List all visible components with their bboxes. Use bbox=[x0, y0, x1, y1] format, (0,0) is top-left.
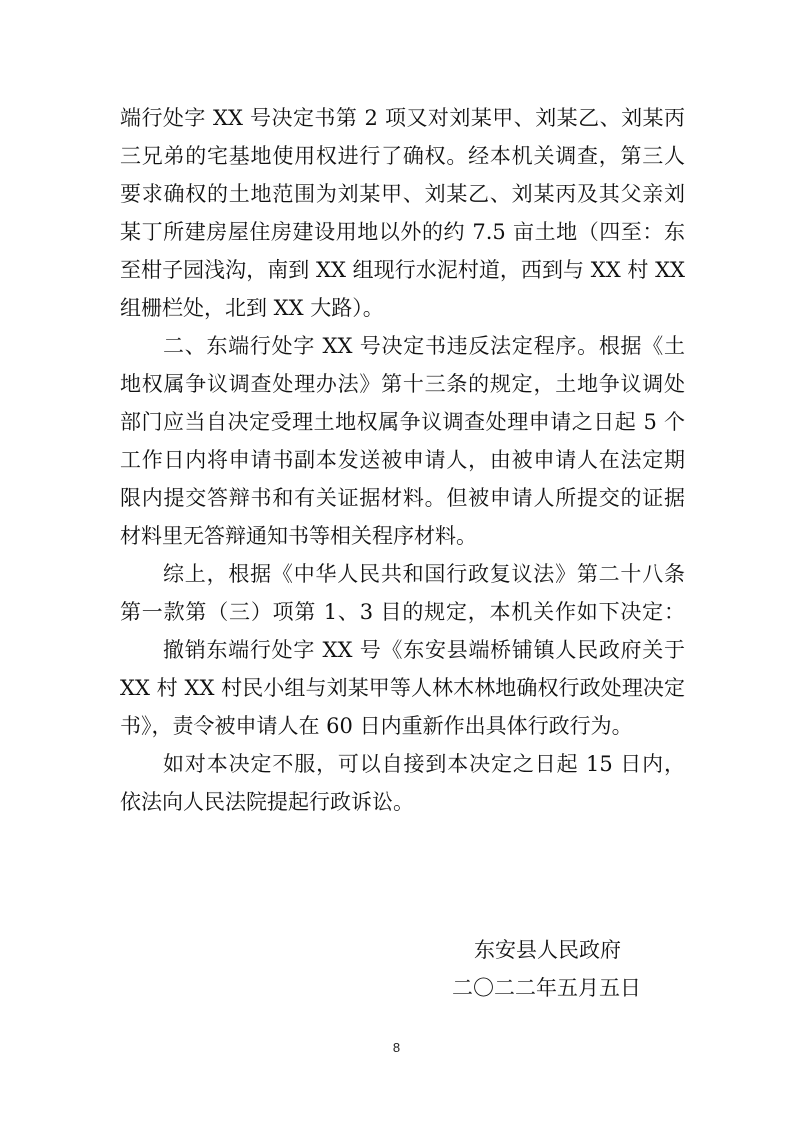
issue-date: 二〇二二年五月五日 bbox=[452, 976, 641, 1000]
paragraph-line: 二、东端行处字 XX 号决定书违反法定程序。根据《土 bbox=[163, 334, 685, 358]
paragraph-line: XX 村 XX 村民小组与刘某甲等人林木林地确权行政处理决定 bbox=[120, 676, 685, 700]
issuer-name: 东安县人民政府 bbox=[474, 938, 621, 962]
page-number: 8 bbox=[392, 1040, 401, 1055]
paragraph-line: 限内提交答辩书和有关证据材料。但被申请人所提交的证据 bbox=[120, 486, 685, 510]
paragraph-line: 书》，责令被申请人在 60 日内重新作出具体行政行为。 bbox=[120, 714, 633, 738]
paragraph-line: 综上，根据《中华人民共和国行政复议法》第二十八条 bbox=[163, 562, 685, 586]
paragraph-line: 部门应当自决定受理土地权属争议调查处理申请之日起 5 个 bbox=[120, 410, 685, 434]
paragraph-line: 依法向人民法院提起行政诉讼。 bbox=[120, 790, 414, 814]
paragraph-line: 要求确权的土地范围为刘某甲、刘某乙、刘某丙及其父亲刘 bbox=[120, 182, 685, 206]
paragraph-line: 三兄弟的宅基地使用权进行了确权。经本机关调查，第三人 bbox=[120, 144, 685, 168]
paragraph-line: 如对本决定不服，可以自接到本决定之日起 15 日内， bbox=[163, 752, 685, 776]
paragraph-line: 材料里无答辩通知书等相关程序材料。 bbox=[120, 524, 477, 548]
paragraph-line: 撤销东端行处字 XX 号《东安县端桥铺镇人民政府关于 bbox=[163, 638, 685, 662]
paragraph-line: 工作日内将申请书副本发送被申请人，由被申请人在法定期 bbox=[120, 448, 685, 472]
paragraph-line: 组栅栏处，北到 XX 大路）。 bbox=[120, 296, 384, 320]
paragraph-line: 某丁所建房屋住房建设用地以外的约 7.5 亩土地（四至：东 bbox=[120, 220, 685, 244]
paragraph-line: 第一款第（三）项第 1、3 目的规定，本机关作如下决定： bbox=[120, 600, 685, 624]
paragraph-line: 端行处字 XX 号决定书第 2 项又对刘某甲、刘某乙、刘某丙 bbox=[120, 106, 685, 130]
paragraph-line: 至柑子园浅沟，南到 XX 组现行水泥村道，西到与 XX 村 XX bbox=[120, 258, 685, 282]
paragraph-line: 地权属争议调查处理办法》第十三条的规定，土地争议调处 bbox=[120, 372, 685, 396]
